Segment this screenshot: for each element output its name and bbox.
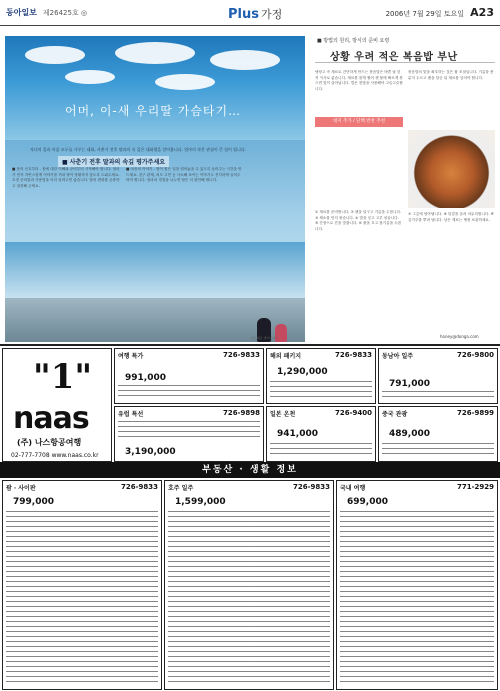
page-header	[0, 0, 500, 26]
divider	[315, 62, 495, 63]
newspaper-brand: 동아일보	[6, 8, 37, 17]
issue-date: 2006년 7월 29일 토요일	[385, 10, 464, 18]
recipe-steps-right: ⑦ 그릇에 담아냅니다. ⑧ 달걀을 올려 마무리합니다. ⑨ 김가루를 뿌려 냅니다. 남은 재료는 냉장 보관하세요.	[408, 212, 494, 222]
recipe-steps-left: ① 재료를 준비합니다. ② 팬을 달구고 기름을 두릅니다. ③ 채소를 먼저 볶습니다. ④ 밥을 넣고 고루 섞습니다. ⑤ 간장으로 간을 맞춥니다. ⑥ 불을 끄고 참기름을 두릅니다.	[315, 210, 402, 231]
ad-banner: 부동산 · 생활 정보	[0, 462, 500, 478]
naas-logo: naas	[13, 401, 89, 436]
feature-intro: 자녀의 몸과 마음 모두를 가꾸는 대화, 사춘기 전후 딸과의 속 깊은 대화법을 알아봅니다. 엄마의 작은 관심이 큰 힘이 됩니다.	[30, 147, 247, 152]
edition-number: 제26425호 ◎	[42, 8, 88, 17]
feature-column-2: ■ 마음의 이야기 - 딸이 힘든 일을 털어놓을 수 있도록 들어주는 시간을 만드세요. 친구 관계, 외모 고민 등 사소해 보이는 이야기도 진지하게 들어주어야 합니다. 엄마의 경험을 나누면 딸은 더 편안해 합니다.	[126, 167, 242, 183]
recipe-tag: 대지 추가 / 단백 반찬 추천	[315, 117, 403, 127]
naas-company: (주) 나스항공여행	[17, 438, 82, 447]
side-body-a: 냉장고 속 재료로 간단하게 만드는 볶음밥은 바쁜 날 한 끼 식사로 좋습니다. 재료를 잘게 썰어 센 불에 빠르게 볶으면 맛이 살아납니다. 밥은 찬밥을 사용해야 고슬고슬합니다.	[315, 70, 403, 91]
travel-ad[interactable]: 호주 일주 726-9833 1,599,000	[164, 480, 334, 690]
page-number: A23	[470, 6, 494, 19]
section-name: Plus	[228, 7, 259, 22]
feature-headline: 어머, 이-새 우리딸 가슴타기…	[65, 104, 242, 118]
travel-ad[interactable]: 동남아 일주 726-9800 791,000	[378, 348, 498, 404]
travel-ad[interactable]: 유럽 특선 726-9898 3,190,000	[114, 406, 264, 462]
naas-phone: 02-777-7708 www.naas.co.kr	[11, 452, 99, 459]
feature-hero-image	[5, 36, 305, 140]
section-sub: 가정	[260, 8, 283, 21]
fried-rice-photo	[408, 130, 495, 208]
feature-box-title: ■ 사춘기 전후 딸과의 속깊 평가주세요	[58, 156, 169, 167]
photo-credit: 사진 제공 게티이미지	[250, 336, 278, 340]
side-body-b: 볶음밥의 맛을 좌우하는 것은 불 조절입니다. 기름을 충분히 두르고 팬을 달군 뒤 재료를 넣어야 합니다.	[408, 70, 494, 80]
travel-ad[interactable]: 중국 관광 726-9899 489,000	[378, 406, 498, 462]
reporter-email: honey@donga.com	[440, 334, 479, 339]
advertisement-section	[0, 344, 500, 691]
feature-column-1: ■ 몸의 신호부터 - 몸에 대한 이해와 준비부터 시작해야 합니다. 엄마가 먼저 자연스럽게 이야기를 꺼내 딸이 당황하지 않도록 도와주세요. 초경 준비물과 사용법을 미리 알려주면 좋습니다. 딸의 변화를 존중하고 칭찬해 주세요.	[12, 167, 120, 188]
travel-ad[interactable]: 괌 · 사이판 726-9833 799,000	[2, 480, 162, 690]
travel-ad[interactable]: 여행 특가 726-9833 991,000	[114, 348, 264, 404]
travel-ad[interactable]: 일본 온천 726-9400 941,000	[266, 406, 376, 462]
section-title	[228, 6, 282, 22]
travel-ad[interactable]: 국내 여행 771-2929 699,000	[336, 480, 498, 690]
side-headline: 상황 우려 적은 복음밥 부난	[330, 52, 458, 63]
side-subhead: ■ 방법의 원리, 방식의 준비 요령	[317, 38, 390, 44]
travel-ad[interactable]: 해외 패키지 726-9833 1,290,000	[266, 348, 376, 404]
naas-ad[interactable]	[2, 348, 112, 462]
naas-logo-top: "1"	[33, 357, 93, 397]
